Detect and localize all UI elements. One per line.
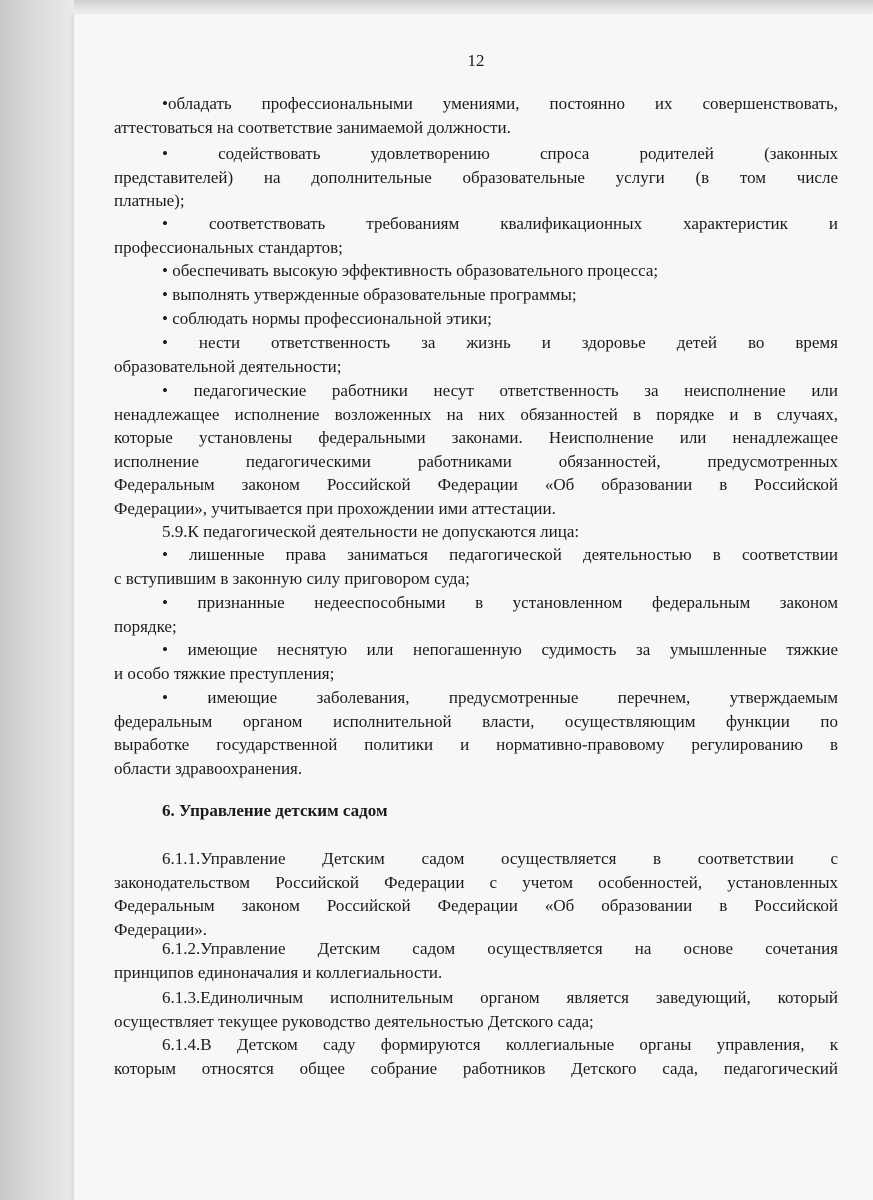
- clause-5-9: [114, 520, 838, 544]
- bullet-item: [114, 283, 838, 307]
- text-line: • выполнять утвержденные образовательные программы;: [162, 285, 577, 304]
- bullet-item: [114, 259, 838, 283]
- text-line: профессиональных стандартов;: [114, 237, 343, 257]
- text-line: принципов единоначалия и коллегиальности.: [114, 962, 443, 982]
- text-line: •обладать профессиональными умениями, постоянно их совершенствовать,: [162, 94, 838, 113]
- text-line: • лишенные права заниматься педагогической деятельностью в соответствии: [162, 545, 838, 564]
- bullet-item: [114, 307, 838, 331]
- scan-left-shadow: [0, 0, 78, 1200]
- text-line: образовательной деятельности;: [114, 356, 342, 376]
- clause-6-1-2: [114, 937, 838, 984]
- text-line: платные);: [114, 191, 185, 210]
- text-line: • соответствовать требованиям квалификационных характеристик и: [162, 214, 838, 233]
- text-line: • содействовать удовлетворению спроса родителей (законных: [162, 144, 838, 163]
- bullet-item: [114, 543, 838, 590]
- text-line: • педагогические работники несут ответственность за неисполнение или: [162, 381, 838, 400]
- text-line: осуществляет текущее руководство деятельностью Детского сада;: [114, 1011, 594, 1031]
- text-line: которые установлены федеральными законами. Неисполнение или ненадлежащее: [114, 428, 838, 447]
- bullet-item: [114, 379, 838, 520]
- text-line: федеральным органом исполнительной власти, осуществляющим функции по: [114, 711, 838, 731]
- clause-6-1-4: [114, 1033, 838, 1080]
- clause-6-1-1: [114, 847, 838, 941]
- text-line: и особо тяжкие преступления;: [114, 663, 335, 683]
- text-line: 6.1.4.В Детском саду формируются коллегиальные органы управления, к: [162, 1035, 838, 1054]
- text-line: 6.1.1.Управление Детским садом осуществляется в соответствии с: [162, 849, 838, 868]
- text-line: выработке государственной политики и нормативно-правовому регулированию в: [114, 735, 838, 754]
- text-line: Федеральным законом Российской Федерации «Об образовании в Российской: [114, 475, 838, 494]
- text-line: законодательством Российской Федерации с учетом особенностей, установленных: [114, 872, 838, 892]
- text-line: Федерации», учитывается при прохождении ими аттестации.: [114, 498, 556, 518]
- bullet-item: [114, 638, 838, 685]
- page-number: 12: [467, 51, 485, 70]
- text-line: с вступившим в законную силу приговором суда;: [114, 568, 470, 588]
- bullet-item: [114, 92, 838, 139]
- text-line: • нести ответственность за жизнь и здоровье детей во время: [162, 333, 838, 352]
- bullet-item: [114, 331, 838, 378]
- text-line: Федеральным законом Российской Федерации «Об образовании в Российской: [114, 896, 838, 915]
- text-line: • имеющие заболевания, предусмотренные перечнем, утверждаемым: [162, 688, 838, 707]
- text-line: • обеспечивать высокую эффективность образовательного процесса;: [162, 261, 659, 280]
- text-line: области здравоохранения.: [114, 758, 303, 778]
- text-line: Федерации».: [114, 919, 208, 939]
- text-line: 6.1.3.Единоличным исполнительным органом является заведующий, который: [162, 988, 838, 1007]
- text-line: аттестоваться на соответствие занимаемой должности.: [114, 117, 511, 137]
- bullet-item: [114, 212, 838, 259]
- section-heading: 6. Управление детским садом: [162, 801, 388, 820]
- text-line: порядке;: [114, 616, 177, 636]
- bullet-item: [114, 142, 838, 213]
- text-line: ненадлежащее исполнение возложенных на них обязанностей в порядке и в случаях,: [114, 404, 838, 424]
- text-line: 6.1.2.Управление Детским садом осуществляется на основе сочетания: [162, 939, 838, 958]
- text-line: исполнение педагогическими работниками обязанностей, предусмотренных: [114, 451, 838, 471]
- text-line: которым относятся общее собрание работников Детского сада, педагогический: [114, 1058, 838, 1078]
- text-line: 5.9.К педагогической деятельности не допускаются лица:: [162, 522, 580, 541]
- text-line: • соблюдать нормы профессиональной этики;: [162, 309, 492, 328]
- bullet-item: [114, 686, 838, 780]
- text-line: • имеющие неснятую или непогашенную судимость за умышленные тяжкие: [162, 640, 838, 659]
- clause-6-1-3: [114, 986, 838, 1033]
- page-top-edge: [74, 0, 873, 14]
- text-line: • признанные недееспособными в установленном федеральным законом: [162, 593, 838, 612]
- bullet-item: [114, 591, 838, 638]
- text-line: представителей) на дополнительные образовательные услуги (в том числе: [114, 167, 838, 187]
